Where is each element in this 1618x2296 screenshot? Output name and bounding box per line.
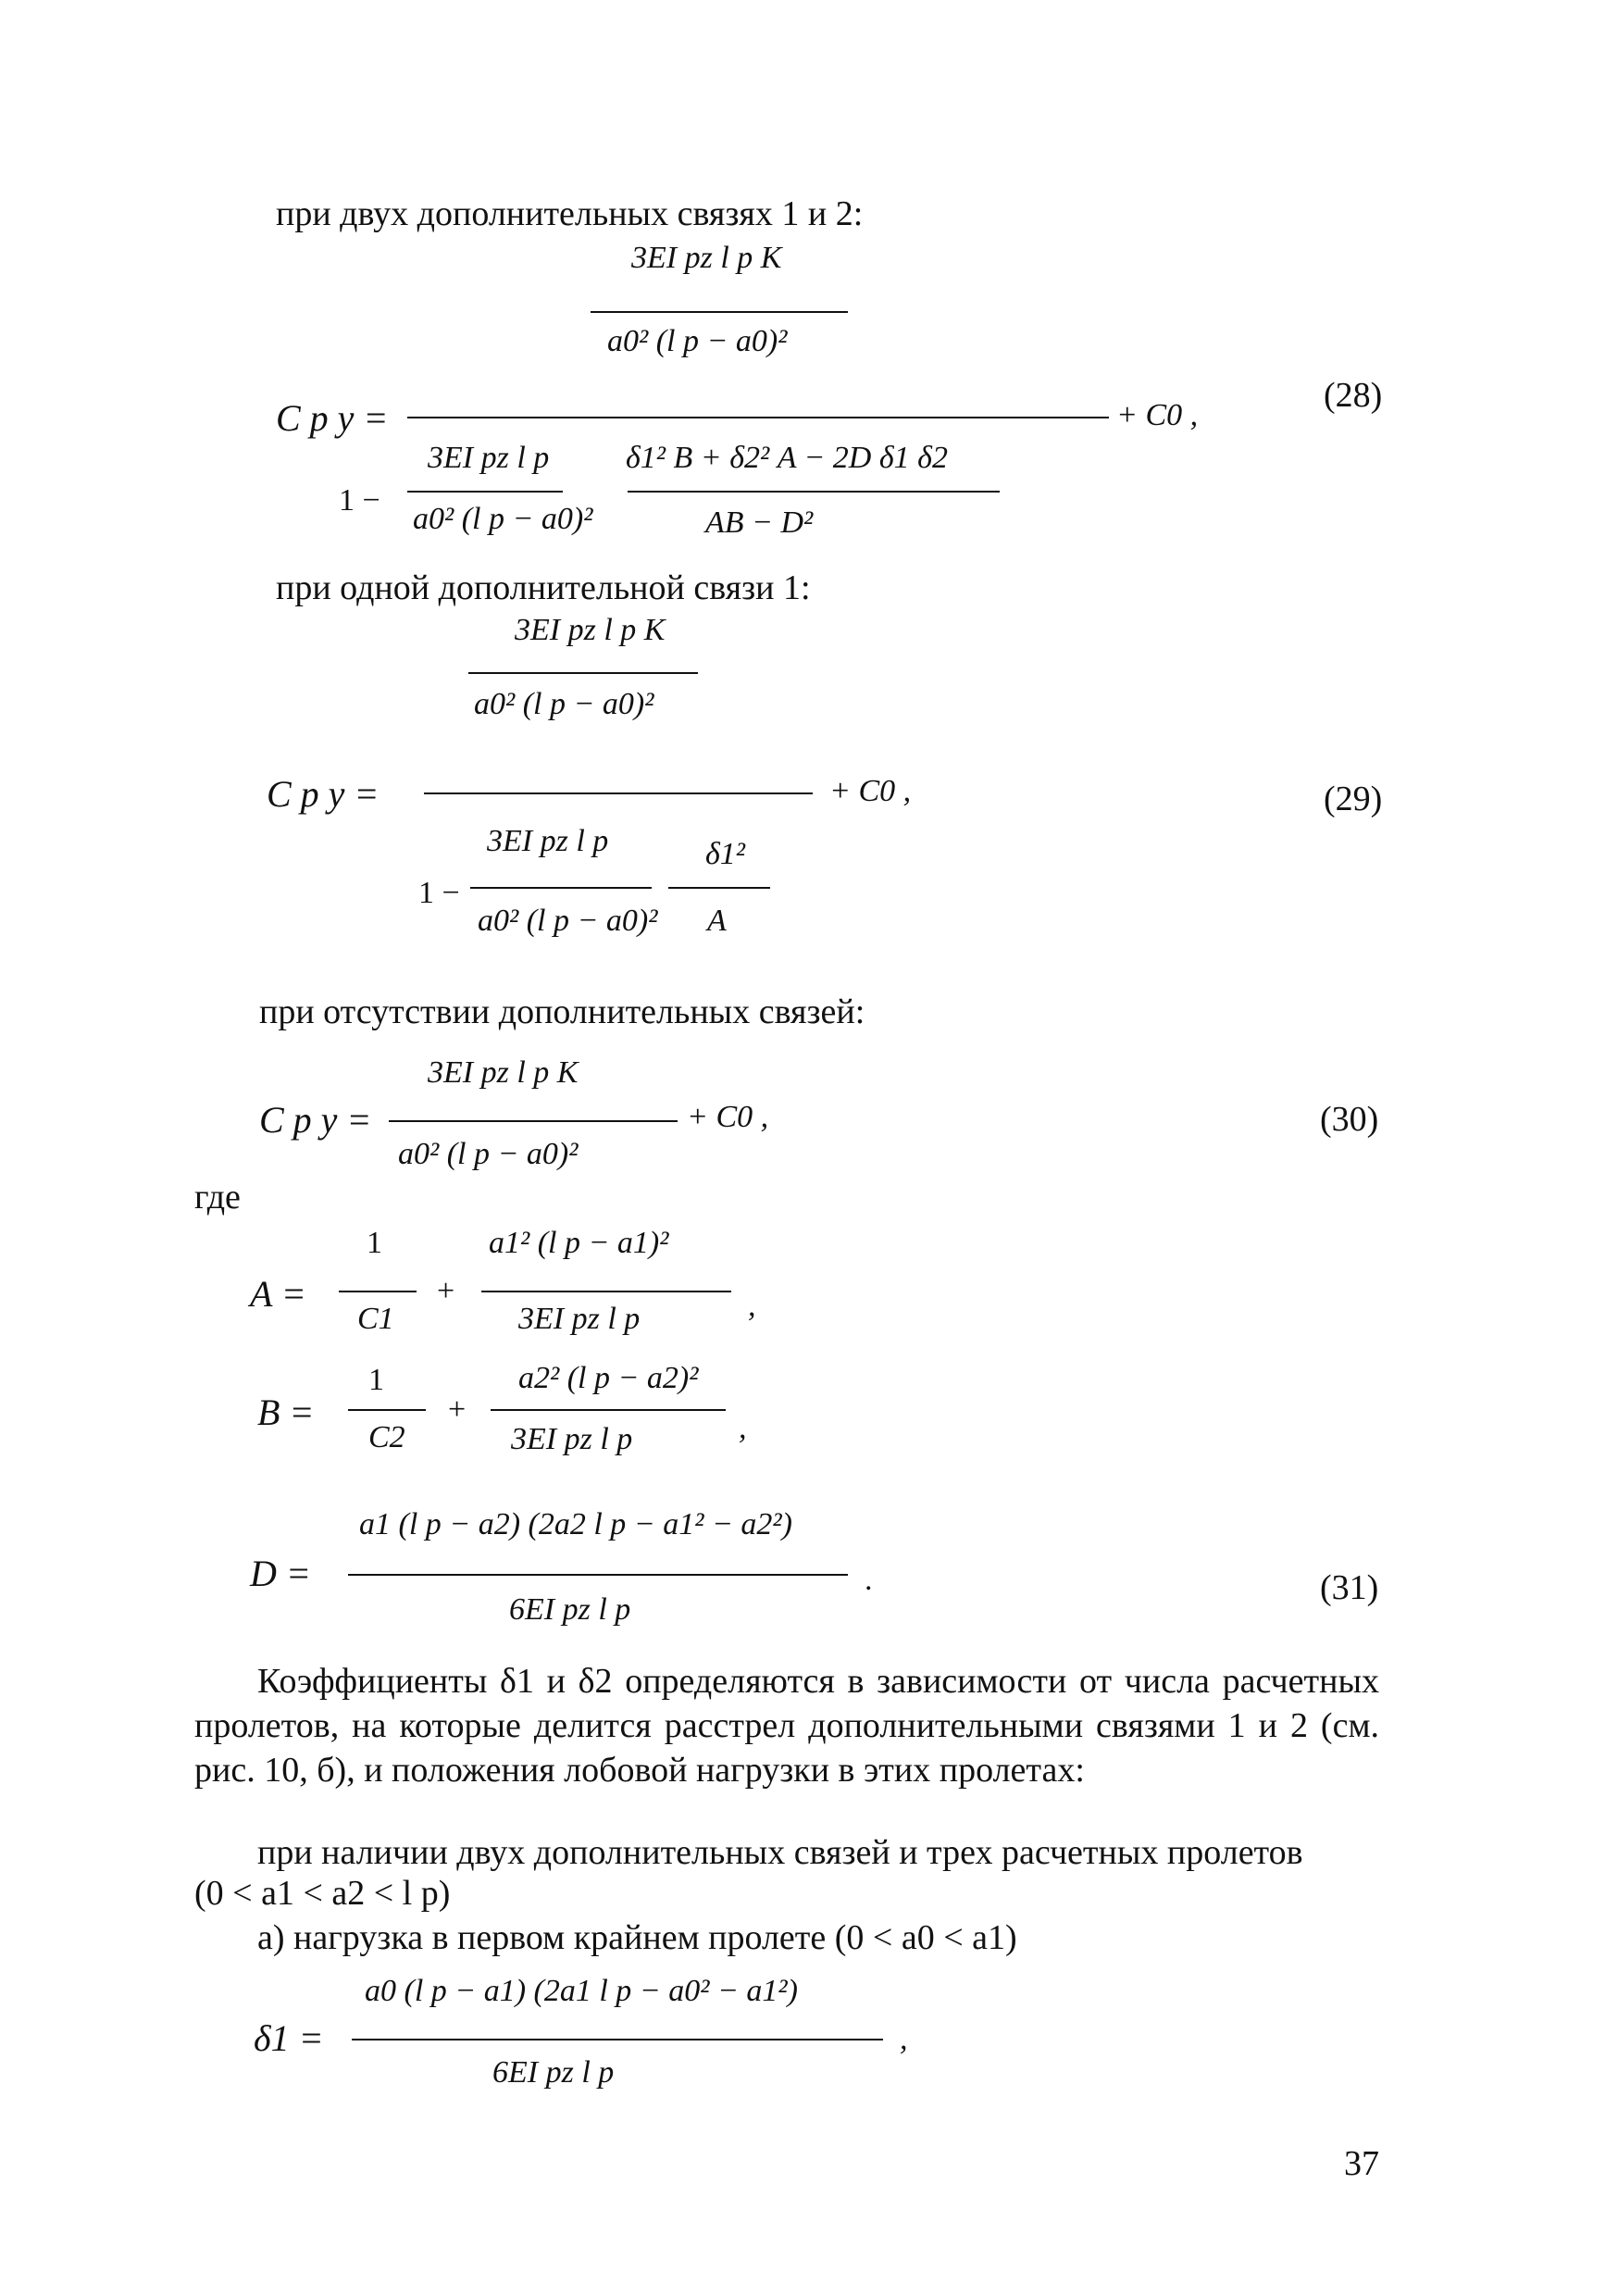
eq29-den-frac2-bottom: A (707, 904, 727, 938)
eq28-number: (28) (1324, 376, 1383, 415)
eq30-bottom: a0² (l p − a0)² (398, 1137, 579, 1171)
eq28-num-bottom: a0² (l p − a0)² (607, 324, 788, 358)
eq-delta1-top: a0 (l p − a1) (2a1 l p − a0² − a1²) (365, 1974, 798, 2008)
eqB-f1-top: 1 (368, 1363, 384, 1397)
eqA-plus: + (437, 1274, 455, 1308)
eqD-lhs: D = (250, 1553, 311, 1594)
eqD-top: a1 (l p − a2) (2a2 l p − a1² − a2²) (359, 1507, 792, 1541)
eq29-num-top: 3EI pz l p K (515, 613, 666, 647)
eq28-den-frac2-top: δ1² B + δ2² A − 2D δ1 δ2 (626, 441, 948, 475)
where-label: где (194, 1178, 241, 1217)
intro-two-links: при двух дополнительных связях 1 и 2: (276, 194, 864, 233)
eqD-tail: . (865, 1563, 873, 1597)
eq28-lhs: C p y = (276, 397, 389, 439)
item-a-first-span: а) нагрузка в первом крайнем пролете (0 < a0 < a1) (257, 1918, 1017, 1957)
eqB-f1-bar (348, 1409, 426, 1411)
eq-delta1-lhs: δ1 = (254, 2017, 324, 2059)
eq28-main-bar (407, 417, 1109, 418)
eq29-lhs: C p y = (267, 773, 380, 815)
paragraph-coefficients: Коэффициенты δ1 и δ2 определяются в зависимости от числа расчетных пролетов, на которые делится расстрел дополнительными связями 1 и 2 (см. рис. 10, б), и положения лобовой нагрузки в этих пролетах: (194, 1662, 1379, 1790)
eq28-tail: + C0 , (1116, 398, 1199, 432)
eq-delta1-tail: , (900, 2022, 908, 2056)
eq29-tail: + C0 , (829, 774, 912, 808)
eq29-one-minus: 1 − (418, 876, 460, 910)
eqA-f1-top: 1 (367, 1226, 382, 1260)
eqB-f2-bar (491, 1409, 726, 1411)
eqB-plus: + (448, 1392, 467, 1427)
eqA-f2-bar (481, 1291, 731, 1292)
eq29-den-frac-bar (470, 887, 652, 889)
eqB-tail: , (739, 1411, 747, 1445)
eq30-top: 3EI pz l p K (428, 1055, 579, 1090)
eq28-one-minus: 1 − (339, 483, 380, 518)
paragraph-two-links-line1: при наличии двух дополнительных связей и трех расчетных пролетов (257, 1833, 1303, 1872)
eqA-f2-top: a1² (l p − a1)² (489, 1226, 669, 1260)
eqB-f2-top: a2² (l p − a2)² (518, 1361, 699, 1395)
eq30-bar (389, 1120, 678, 1122)
eqA-f1-bar (339, 1291, 417, 1292)
eq28-den-frac2-bottom: AB − D² (705, 505, 814, 540)
eqB-lhs: B = (257, 1391, 315, 1433)
eq30-number: (30) (1320, 1100, 1379, 1139)
eq29-den-frac2-bar (668, 887, 770, 889)
eq28-num-top: 3EI pz l p K (631, 241, 782, 275)
eq29-num-bottom: a0² (l p − a0)² (474, 687, 654, 721)
eqA-lhs: A = (250, 1273, 306, 1315)
eqB-f2-bottom: 3EI pz l p (511, 1422, 633, 1456)
eq29-main-bar (424, 792, 813, 794)
eq29-den-frac2-top: δ1² (705, 837, 745, 871)
eq29-number: (29) (1324, 780, 1383, 818)
eq29-den-frac-bottom: a0² (l p − a0)² (478, 904, 658, 938)
eqD-bar (348, 1574, 848, 1576)
intro-no-links: при отсутствии дополнительных связей: (259, 992, 865, 1031)
eq29-den-frac-top: 3EI pz l p (487, 824, 609, 858)
eq28-inner-bar (591, 311, 848, 313)
eq28-den-frac2-bar (628, 491, 1000, 493)
paragraph-two-links-line2: (0 < a1 < a2 < l p) (194, 1874, 451, 1913)
eqB-f1-bottom: C2 (368, 1420, 405, 1454)
eqA-f2-bottom: 3EI pz l p (518, 1302, 641, 1336)
eq-delta1-bottom: 6EI pz l p (492, 2055, 615, 2090)
intro-one-link: при одной дополнительной связи 1: (276, 568, 811, 607)
eq28-den-frac-bar (407, 491, 563, 493)
eqD-bottom: 6EI pz l p (509, 1592, 631, 1627)
eq-delta1-bar (352, 2039, 883, 2040)
eqA-tail: , (748, 1289, 756, 1323)
eq28-den-frac-bottom: a0² (l p − a0)² (413, 502, 593, 536)
eqA-f1-bottom: C1 (357, 1302, 394, 1336)
eqD-number: (31) (1320, 1568, 1379, 1607)
eq28-den-frac-top: 3EI pz l p (428, 441, 550, 475)
eq30-tail: + C0 , (687, 1100, 769, 1134)
eq30-lhs: C p y = (259, 1099, 372, 1141)
eq29-inner-bar (468, 672, 698, 674)
page-number: 37 (1344, 2144, 1379, 2183)
